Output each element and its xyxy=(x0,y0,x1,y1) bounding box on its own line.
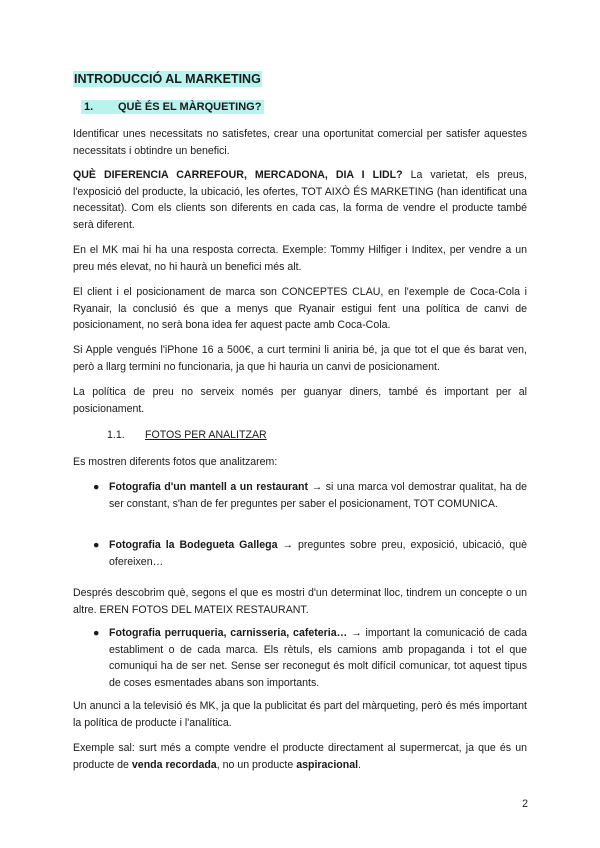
salt-text-a: Exemple sal: surt més a compte vendre el producte directament al supermercat, ja que és un producte de xyxy=(73,742,527,771)
list-item-text: → important la comunicació de cada establiment o de cada marca. Els rètuls, els camions amb propaganda i tot el que comuniqui ha de ser net. Sense ser reconegut és molt difícil comunicar, tot aquest tipus de coses esmentades abans son importants. xyxy=(109,627,527,689)
list-item-title: Fotografia la Bodegueta Gallega xyxy=(109,539,278,551)
section-heading xyxy=(81,100,264,114)
list-item-text: → preguntes sobre preu, exposició, ubicació, què ofereixen… xyxy=(109,539,528,568)
paragraph-definition: Identificar unes necessitats no satisfetes, crear una oportunitat comercial per satisfer aquestes necessitats i obtindre un benefici. xyxy=(73,128,527,157)
list-item xyxy=(93,625,527,691)
list-item-title: Fotografia perruqueria, carnisseria, cafeteria… xyxy=(109,627,348,639)
subsection-number: 1.1. xyxy=(107,429,125,441)
bullet-icon: ● xyxy=(93,627,100,639)
paragraph-same-restaurant: Després descobrim què, segons el que es mostri d'un determinat lloc, tindrem un concepte o un altre. EREN FOTOS DEL MATEIX RESTAURANT. xyxy=(73,587,527,616)
list-item-text: → si una marca vol demostrar qualitat, ha de ser constant, s'han de fer preguntes per saber el posicionament, TOT COMUNICA. xyxy=(109,481,527,510)
paragraph-tv-ad: Un anunci a la televisió és MK, ja que la publicitat és part del màrqueting, però és més important la política de producte i l'analítica. xyxy=(73,700,527,729)
page-number: 2 xyxy=(522,798,528,810)
paragraph-no-correct-answer: En el MK mai hi ha una resposta correcta. Exemple: Tommy Hilfiger i Inditex, per vendre a un preu més elevat, no hi haurà un benefici més alt. xyxy=(73,244,527,273)
paragraph-photos-intro: Es mostren diferents fotos que analitzarem: xyxy=(73,456,278,468)
paragraph-supermarkets xyxy=(73,167,527,233)
list-item-title: Fotografia d'un mantell a un restaurant xyxy=(109,481,309,493)
salt-bold-recall: venda recordada xyxy=(131,758,217,771)
paragraph-positioning: El client i el posicionament de marca son CONCEPTES CLAU, en l'exemple de Coca-Cola i Ryanair, la conclusió és que a menys que Ryanair estigui fent una política de canvi de posicionament, no serà bona idea fer aquest pacte amb Coca-Cola. xyxy=(73,286,527,331)
section-title: QUÈ ÉS EL MÀRQUETING? xyxy=(118,101,262,113)
bullet-icon: ● xyxy=(93,481,100,493)
bullet-icon: ● xyxy=(93,539,100,551)
salt-text-c: , no un producte xyxy=(216,758,297,771)
paragraph-salt-example xyxy=(73,740,527,773)
section-number: 1. xyxy=(84,101,94,113)
salt-text-e: . xyxy=(358,758,361,771)
salt-bold-aspirational: aspiracional xyxy=(296,758,359,771)
paragraph-price-policy: La política de preu no serveix només per guanyar diners, també és important per al posicionament. xyxy=(73,386,527,415)
subsection-heading xyxy=(107,429,267,441)
paragraph-apple: Si Apple vengués l'iPhone 16 a 500€, a curt termini li aniria bé, ja que tot el que és barat ven, però a llarg termini no funcionaria, ja que hi hauria un canvi de posicionament. xyxy=(73,344,527,373)
list-item xyxy=(93,537,527,570)
list-item xyxy=(93,479,527,512)
supermarkets-answer: La varietat, els preus, l'exposició del producte, la ubicació, les ofertes, TOT AIXÒ ÉS MARKETING (han identificat una necessitat). Com els clients son diferents en cada cas, la forma de vendre el producte també serà diferent. xyxy=(73,169,527,231)
subsection-title: FOTOS PER ANALITZAR xyxy=(145,429,267,441)
document-title: INTRODUCCIÓ AL MARKETING xyxy=(74,72,261,86)
supermarkets-question: QUÈ DIFERENCIA CARREFOUR, MERCADONA, DIA I LIDL? xyxy=(73,169,403,181)
